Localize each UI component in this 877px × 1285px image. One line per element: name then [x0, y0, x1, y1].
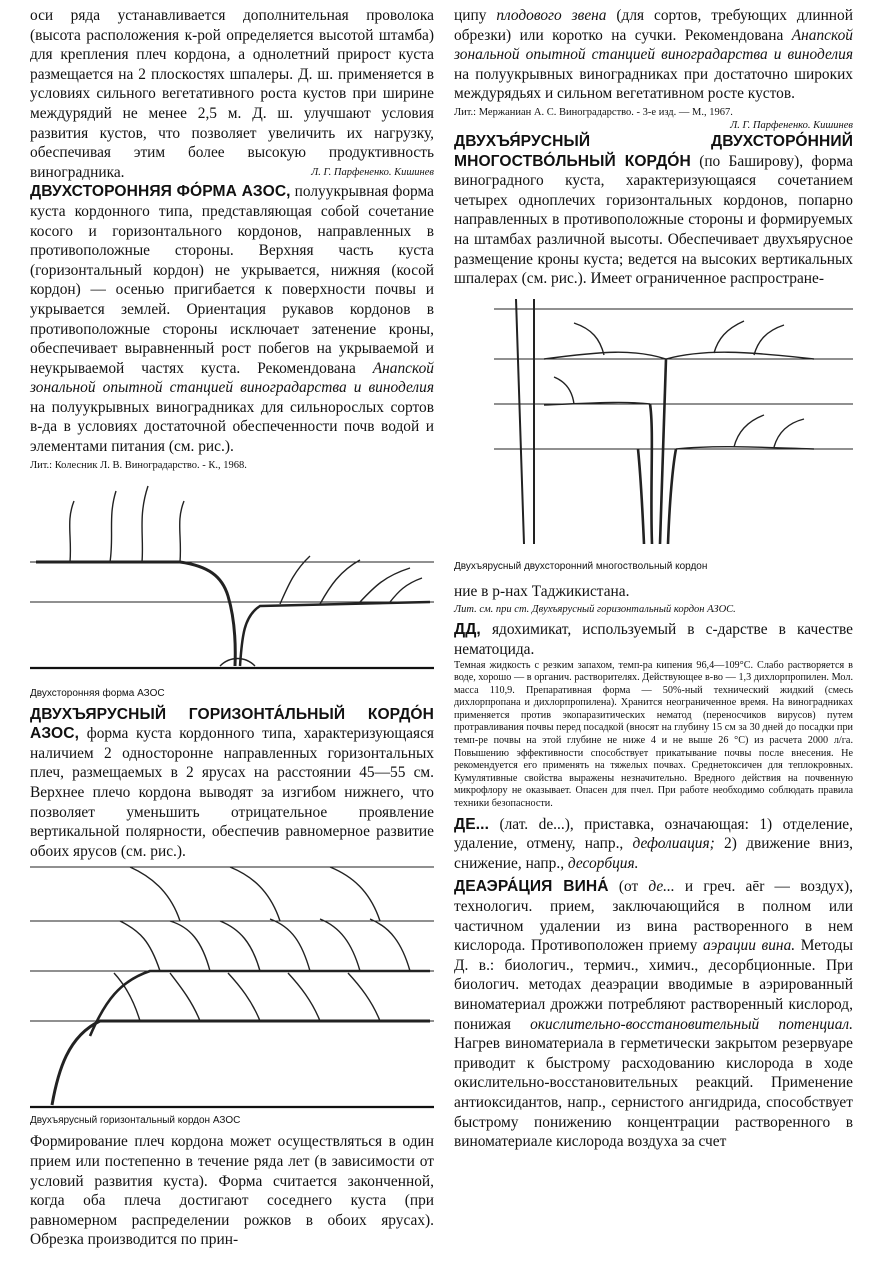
author-signature: Л. Г. Парфененко. Кишинев — [311, 166, 434, 178]
author-signature: Л. Г. Парфененко. Кишинев — [730, 119, 853, 131]
entry-azos-two-sided: ДВУХСТОРОННЯЯ ФО́РМА АЗОС, полуукрывная форма куста кордонного типа, представляющая собой сочетание косого и горизонтального кордонов, направленных в противоположные стороны. Верхняя часть куста (горизонтальный кордон) не укрывается, нижняя (косой кордон) — осенью пригибается к поверхности почвы и укрывается землей. Ориентация рукавов кордонов в противоположные стороны исключает затенение кроны, обеспечивает выравненный рост побегов на укрываемой и неукрываемой частях куста. Рекомендована Анапской зональной опытной станцией виноградарства и виноделия на полуукрывных виноградниках для сильнорослых сортов в-да в условиях достаточной обеспеченности почв водой и элементами питания (см. рис.). — [30, 183, 434, 456]
literature-reference: Лит.: Колесник Л. В. Виноградарство. - К., 1968. — [30, 459, 247, 471]
entry-deaeration: ДЕАЭРА́ЦИЯ ВИНА́ (от де... и греч. aēr — воздух), технологич. прием, заключающийся в полном или частичном удалении из вина растворенного в нем кислорода. Противоположен приему аэрации вина. Методы Д. в.: биологич., термич., химич., десорбционные. При биологич. методах деаэрации вводимые в аэрированный виноматериал дрожжи потребляют растворенный кислород, понижая окислительно-восстановительный потенциал. Нагрев виноматериала в герметически закрытом резервуаре приводит к быстрому расходованию кислорода в ходе окислительно-восстановительных реакций. Применение антиоксидантов, напр., сернистого ангидрида, способствует быстрому понижению концентрации растворенного в виноматериале кислорода воздуха за счет — [454, 878, 853, 1151]
entry-dd-details: Темная жидкость с резким запахом, темп-ра кипения 96,4—109°C. Слабо растворяется в воде, хорошо — в органич. растворителях. Действующее в-во — 1,3 дихлорпропилен. Мол. масса 110,9. Препаративная форма — 50%-ный технический жидкий (смесь дихлорпропана и дихлорпропилена). Хранится неограниченное время. На виноградниках применяется против экопаразитических нематод (переносчиков вирусов) путем протравливания почвы перед посадкой (вносят на глубину 15 см за 30 дней до посадки при темп-ре почвы на этой глубине не ниже 4 и не выше 26 °С) из расчета 2000 л/га. Повышению эффективности способствует прикатывание почвы после внесения. Не рекомендуется его применять на тяжелых почвах. Среднетоксичен для теплокровных. Кумулятивные свойства выражены незначительно. Вредного действия на почвенную микрофлору не оказывает. Опасен для пчел. При работе необходимо соблюдать правила техники безопасности. — [454, 659, 853, 810]
figure-multistem-cordon — [454, 289, 853, 559]
continued-paragraph: Формирование плеч кордона может осуществляться в один прием или постепенно в течение ряда лет (в зависимости от условий развития куста). Форма считается законченной, когда оба плеча достигают соседнего куста (при равномерном распределении рожков в обоих ярусах). Обрезка производится по прин- — [30, 1133, 434, 1249]
entry-dd: ДД, ядохимикат, используемый в с-дарстве в качестве нематоцида. — [454, 621, 853, 658]
figure-two-sided-azos — [30, 476, 434, 686]
figure-caption: Двухсторонняя форма АЗОС — [30, 687, 165, 699]
entry-de: ДЕ... (лат. de...), приставка, означающая: 1) отделение, удаление, отмену, напр., дефолиация; 2) движение вниз, снижение, напр., десорбция. — [454, 815, 854, 872]
left-column — [30, 6, 434, 1250]
literature-reference: Лит. см. при ст. Двухъярусный горизонтальный кордон АЗОС. — [454, 604, 736, 616]
figure-caption: Двухъярусный горизонтальный кордон АЗОС — [30, 1115, 241, 1127]
entry-headword: ДВУХЪЯ́РУСНЫЙ ДВУХСТОРО́ННИЙ МНОГОСТВО́ЛЬНЫЙ КОРДО́Н — [454, 132, 853, 170]
continued-paragraph: ципу плодового звена (для сортов, требующих длинной обрезки) или коротко на сучки. Рекомендована Анапской зональной опытной станцией виноградарства и виноделия на полуукрывных виноградниках при достаточно широких междурядьях и сильном вегетативном росте кустов. — [454, 7, 853, 103]
entry-headword: ДВУХЪЯРУСНЫЙ ГОРИЗОНТА́ЛЬНЫЙ КОРДО́Н АЗОС, — [30, 705, 434, 743]
continued-paragraph: оси ряда устанавливается дополнительная проволока (высота расположения к-рой определяется высотой штамба) для крепления плеч кордона, а однолетний прирост куста размещается на 2 плоскостях шпалеры. Д. ш. применяется в условиях сильного вегетативного роста кустов при ширине междурядий не менее 2,5 м. Д. ш. улучшают условия развития кустов, что позволяет увеличить их нагрузку, обеспечивая этим более высокую продуктивность виноградника. Л. Г. Парфененко. Кишинев — [30, 7, 434, 181]
right-column — [454, 6, 853, 1152]
figure-caption: Двухъярусный двухсторонний многоствольный кордон — [454, 560, 708, 572]
literature-reference: Лит.: Мержаниан А. С. Виноградарство. - 3-е изд. — М., 1967. Л. Г. Парфененко. Кишинев — [454, 106, 853, 131]
entry-headword: ДЕАЭРА́ЦИЯ ВИНА́ — [454, 878, 609, 896]
entry-azos-two-tier: ДВУХЪЯРУСНЫЙ ГОРИЗОНТА́ЛЬНЫЙ КОРДО́Н АЗОС, форма куста кордонного типа, характеризующаяся наличием 2 односторонне направленных горизонтальных плеч, размещаемых в 2 ярусах на расстоянии 45—55 см. Верхнее плечо кордона выводят за изгибом нижнего, что позволяет уменьшить отрицательное проявление вертикальной полярности, обеспечив равномерное развитие обоих ярусов (см. рис.). — [30, 705, 434, 860]
figure-two-tier-cordon — [30, 861, 434, 1113]
continued-paragraph: ние в р-нах Таджикистана. — [454, 582, 630, 600]
entry-headword: ДЕ... — [454, 815, 490, 833]
entry-multistem-cordon: ДВУХЪЯ́РУСНЫЙ ДВУХСТОРО́ННИЙ МНОГОСТВО́ЛЬНЫЙ КОРДО́Н (по Баширову), форма виноградного куста, характеризующаяся сочетанием четырех одноплечих горизонтальных кордонов, попарно направленных в противоположные стороны и формируемых на штамбах различной высоты. Обеспечивает двухъярусное размещение кроны куста; ведется на высоких вертикальных шпалерах (см. рис.). Имеет ограниченное распростране- — [454, 132, 853, 288]
entry-headword: ДД, — [454, 621, 481, 639]
entry-headword: ДВУХСТОРОННЯЯ ФО́РМА АЗОС, — [30, 183, 291, 201]
